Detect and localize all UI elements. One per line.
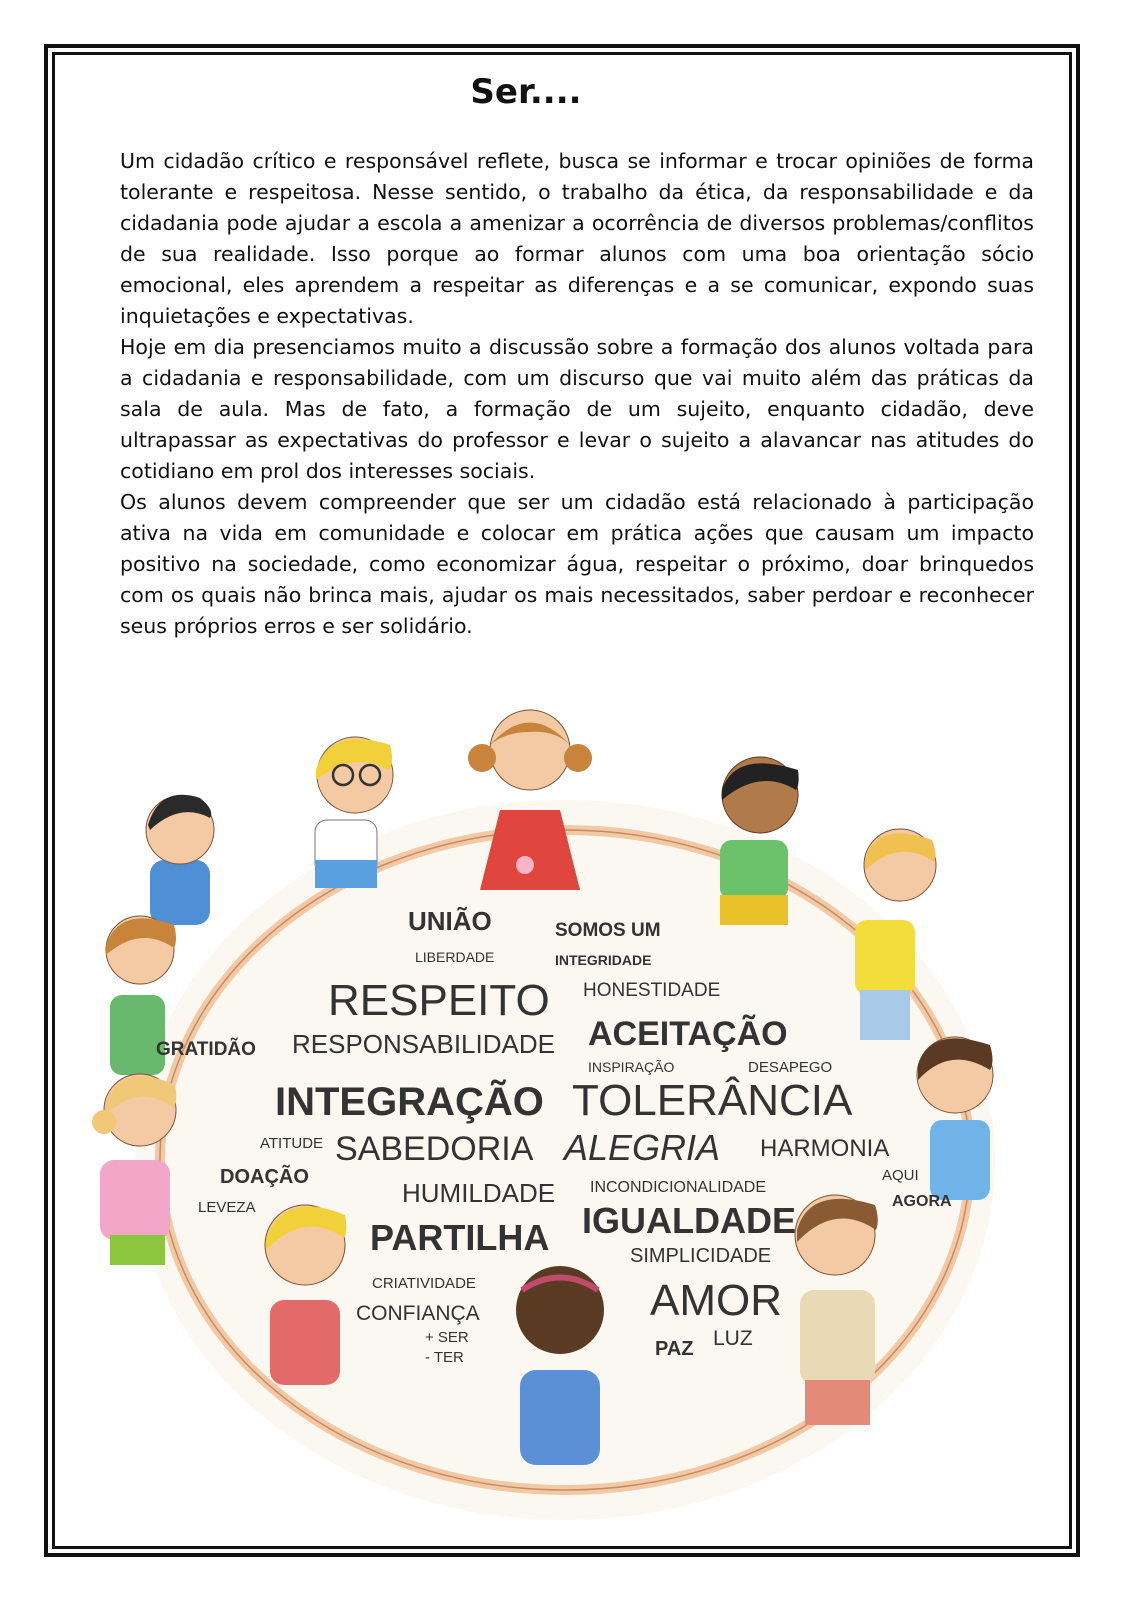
word-sabedoria: SABEDORIA: [335, 1130, 534, 1168]
child-top-left: [146, 795, 214, 925]
word-uniao: UNIÃO: [408, 906, 492, 936]
word-atitude: ATITUDE: [260, 1135, 324, 1152]
word-harmonia: HARMONIA: [760, 1135, 890, 1162]
article-body: [120, 146, 1034, 642]
word-tolerancia: TOLERÂNCIA: [572, 1076, 853, 1125]
child-bottom-right: [795, 1195, 878, 1425]
word-incondicionalidade: INCONDICIONALIDADE: [590, 1179, 767, 1196]
paragraph-3: Os alunos devem compreender que ser um cidadão está relacionado à participação ativa na vida em comunidade e colocar em prática ações que causam um impacto positivo na sociedade, como economizar água, respeitar o próximo, doar brinquedos com os quais não brinca mais, ajudar os mais necessitados, saber perdoar e reconhecer seus próprios erros e ser solidário.: [120, 490, 1034, 638]
word-amor: AMOR: [650, 1276, 782, 1325]
word-igualdade: IGUALDADE: [582, 1200, 796, 1241]
word-inspiracao: INSPIRAÇÃO: [588, 1059, 675, 1075]
word-leveza: LEVEZA: [198, 1199, 256, 1216]
word-mais-ser: + SER: [425, 1329, 469, 1346]
word-desapego: DESAPEGO: [748, 1059, 833, 1076]
word-partilha: PARTILHA: [370, 1217, 550, 1258]
word-humildade: HUMILDADE: [402, 1178, 556, 1208]
word-agora: AGORA: [892, 1193, 952, 1210]
word-gratidao: GRATIDÃO: [156, 1039, 256, 1060]
child-green-shirt: [720, 757, 799, 925]
child-left-pink: [92, 1074, 176, 1265]
word-doacao: DOAÇÃO: [220, 1166, 309, 1188]
word-menos-ter: - TER: [425, 1349, 464, 1366]
word-integridade: INTEGRIDADE: [555, 952, 652, 968]
word-criatividade: CRIATIVIDADE: [372, 1275, 476, 1292]
word-liberdade: LIBERDADE: [415, 949, 495, 965]
word-luz: LUZ: [713, 1327, 753, 1350]
children-circle-illustration: [70, 690, 1060, 1545]
word-respeito: RESPEITO: [328, 976, 550, 1025]
word-aqui: AQUI: [882, 1167, 919, 1184]
paragraph-1: Um cidadão crítico e responsável reflete, busca se informar e trocar opiniões de forma tolerante e respeitosa. Nesse sentido, o trabalho da ética, da responsabilidade e da cidadania pode ajudar a escola a amenizar a ocorrência de diversos problemas/conflitos de sua realidade. Isso porque ao formar alunos com uma boa orientação sócio emocional, eles aprendem a respeitar as diferenças e a se comunicar, expondo suas inquietações e expectativas.: [120, 149, 1034, 328]
word-simplicidade: SIMPLICIDADE: [630, 1245, 772, 1267]
word-confianca: CONFIANÇA: [356, 1302, 480, 1325]
paragraph-2: Hoje em dia presenciamos muito a discussão sobre a formação dos alunos voltada para a cidadania e responsabilidade, com um discurso que vai muito além das práticas da sala de aula. Mas de fato, a formação de um sujeito, enquanto cidadão, deve ultrapassar as expectativas do professor e levar o sujeito a alavancar nas atitudes do cotidiano em prol dos interesses sociais.: [120, 335, 1034, 483]
word-paz: PAZ: [655, 1338, 694, 1360]
page-title: Ser....: [470, 72, 582, 112]
word-responsabilidade: RESPONSABILIDADE: [292, 1029, 555, 1059]
word-alegria: ALEGRIA: [564, 1127, 721, 1168]
word-integracao: INTEGRAÇÃO: [275, 1080, 544, 1124]
word-aceitacao: ACEITAÇÃO: [588, 1015, 788, 1053]
word-honestidade: HONESTIDADE: [583, 980, 721, 1001]
word-somos-um: SOMOS UM: [555, 920, 661, 941]
